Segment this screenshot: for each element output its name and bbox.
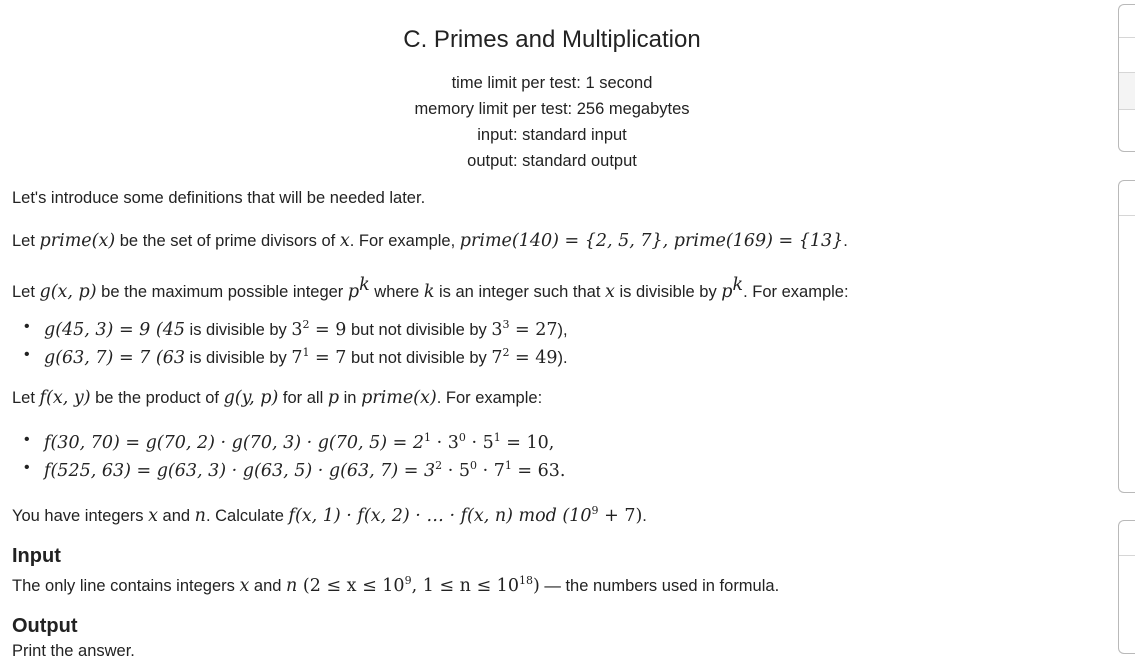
memory-limit: memory limit per test: 256 megabytes [414, 100, 690, 118]
prime-definition: Let prime(x) be the set of prime divisors of x. For example, prime(140) = {2, 5, 7}, prime(169) = {13}. [12, 231, 848, 251]
output-file: output: standard output [467, 152, 637, 170]
sidebar-row[interactable] [1119, 73, 1135, 110]
list-item: • f(525, 63) = g(63, 3) · g(63, 5) · g(63, $7) = 3^2 \cdot 5^0 \cdot 7^1 = 63$. [24, 459, 565, 487]
input-description: The only line contains integers x and n ($2 \le x \le 10^9$, $1 \le n \le 10^{18}$) — the numbers used in formula. [12, 574, 780, 596]
intro-paragraph: Let's introduce some definitions that will be needed later. [12, 189, 426, 207]
list-item: • f(30, 70) = g(70, 2) · g(70, 3) · g(70, $5) = 2^1 \cdot 3^0 \cdot 5^1 = 10$, [24, 431, 565, 459]
sidebar-box-bottom [1118, 520, 1135, 654]
sidebar-box-top [1118, 4, 1135, 152]
g-examples-list [24, 318, 568, 374]
sidebar-row[interactable] [1119, 181, 1135, 216]
f-definition: Let f(x, y) be the product of g(y, p) for all p in prime(x). For example: [12, 388, 543, 408]
list-item: • g(63, 7) = 7 (63 is divisible by $7^1 = 7$ but not divisible by $7^2 = 49$). [24, 346, 568, 374]
output-description: Print the answer. [12, 642, 135, 660]
sidebar-box-middle [1118, 180, 1135, 493]
problem-limits [0, 70, 1104, 174]
g-definition: Let g(x, p) be the maximum possible integer $p^k$ where k is an integer such that x is divisible by $p^k$. For example: [12, 275, 849, 302]
f-examples-list [24, 431, 565, 487]
sidebar-row[interactable] [1119, 38, 1135, 73]
problem-title: C. Primes and Multiplication [403, 26, 701, 53]
output-heading: Output [12, 615, 78, 637]
list-item: • g(45, 3) = 9 (45 is divisible by $3^2 = 9$ but not divisible by $3^3 = 27$), [24, 318, 568, 346]
sidebar-row[interactable] [1119, 521, 1135, 556]
input-file: input: standard input [477, 126, 627, 144]
sidebar-row[interactable] [1119, 5, 1135, 38]
input-heading: Input [12, 545, 61, 567]
task-paragraph: You have integers x and n. Calculate f(x, 1) · f(x, 2) · … · f(x, n) mod $(10^9 + 7)$. [12, 504, 647, 526]
time-limit: time limit per test: 1 second [451, 74, 653, 92]
